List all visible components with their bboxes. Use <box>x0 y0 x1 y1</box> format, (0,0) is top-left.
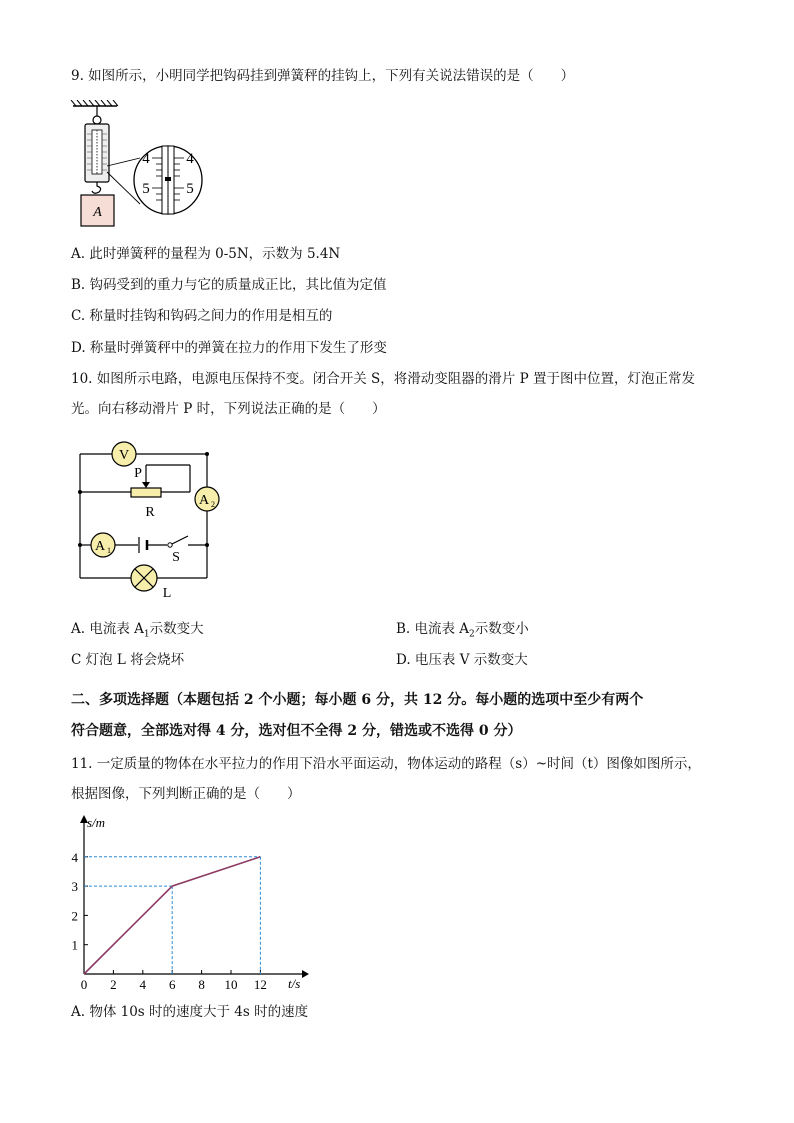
x-tick-label: 4 <box>139 977 147 992</box>
x-tick-label: 12 <box>253 977 267 992</box>
tick-label-5-left: 5 <box>142 181 150 197</box>
y-tick-label: 3 <box>71 879 78 895</box>
x-tick-label: 8 <box>198 977 205 992</box>
q10-option-b: B. 电流表 $A_2$示数变小 <box>396 621 529 640</box>
q10-option-c: C 灯泡 L 将会烧坏 <box>71 652 185 668</box>
q9-spring-scale-figure <box>70 100 210 230</box>
block-label: A <box>93 205 102 220</box>
section2-heading-line1: 二、多项选择题（本题包括 2 个小题；每小题 6 分，共 12 分。每小题的选项中至少有两个 <box>71 692 644 708</box>
ammeter2-subscript: 2 <box>211 500 215 509</box>
switch-label: S <box>172 550 180 565</box>
y-tick-label: 2 <box>71 908 78 924</box>
q9-option-b: B. 钩码受到的重力与它的质量成正比，其比值为定值 <box>71 277 387 293</box>
s-t-graph <box>66 812 316 997</box>
q11-option-a: A. 物体 10s 时的速度大于 4s 时的速度 <box>71 1004 309 1020</box>
q11-stem-line2: 根据图像，下列判断正确的是（ ） <box>71 786 301 802</box>
tick-label-4-right: 4 <box>186 151 194 167</box>
q10-stem-line1: 10. 如图所示电路，电源电压保持不变。闭合开关 S，将滑动变阻器的滑片 P 置于图中位置，灯泡正常发 <box>71 371 695 387</box>
q9-option-d: D. 称量时弹簧秤中的弹簧在拉力的作用下发生了形变 <box>71 340 387 356</box>
tick-label-5-right: 5 <box>186 181 194 197</box>
lamp-label: L <box>162 586 172 601</box>
q10-stem-line2: 光。向右移动滑片 P 时，下列说法正确的是（ ） <box>71 401 386 417</box>
ammeter1-label: A <box>94 539 106 554</box>
q10-option-d: D. 电压表 V 示数变大 <box>396 652 528 668</box>
tick-label-4-left: 4 <box>142 151 150 167</box>
x-axis-arrow <box>302 970 309 978</box>
q11-stem-line1: 11. 一定质量的物体在水平拉力的作用下沿水平面运动，物体运动的路程（s）~时间（t）图像如图所示， <box>71 756 701 772</box>
q9-stem: 9. 如图所示，小明同学把钩码挂到弹簧秤的挂钩上，下列有关说法错误的是（ ） <box>71 68 575 84</box>
q10-option-a: A. 电流表 $A_1$示数变大 <box>71 621 204 640</box>
rheostat-label: R <box>145 505 155 520</box>
y-axis-label: s/m <box>87 815 106 830</box>
x-tick-label: 0 <box>80 977 88 992</box>
y-tick-label: 1 <box>71 937 78 953</box>
ammeter2-label: A <box>198 493 210 508</box>
q9-option-a: A. 此时弹簧秤的量程为 0-5N，示数为 5.4N <box>71 246 341 262</box>
x-tick-label: 2 <box>110 977 117 992</box>
slider-label: P <box>134 466 142 481</box>
ammeter1-subscript: 1 <box>107 546 111 555</box>
q9-option-c: C. 称量时挂钩和钩码之间力的作用是相互的 <box>71 308 333 324</box>
x-axis-label: t/s <box>288 976 301 991</box>
x-tick-label: 6 <box>168 977 176 992</box>
y-tick-label: 4 <box>71 849 78 865</box>
x-tick-label: 10 <box>224 977 238 992</box>
section2-heading-line2: 符合题意，全部选对得 4 分，选对但不全得 2 分，错选或不选得 0 分） <box>71 723 522 739</box>
q10-circuit-diagram <box>70 435 230 603</box>
voltmeter-label: V <box>118 448 130 463</box>
